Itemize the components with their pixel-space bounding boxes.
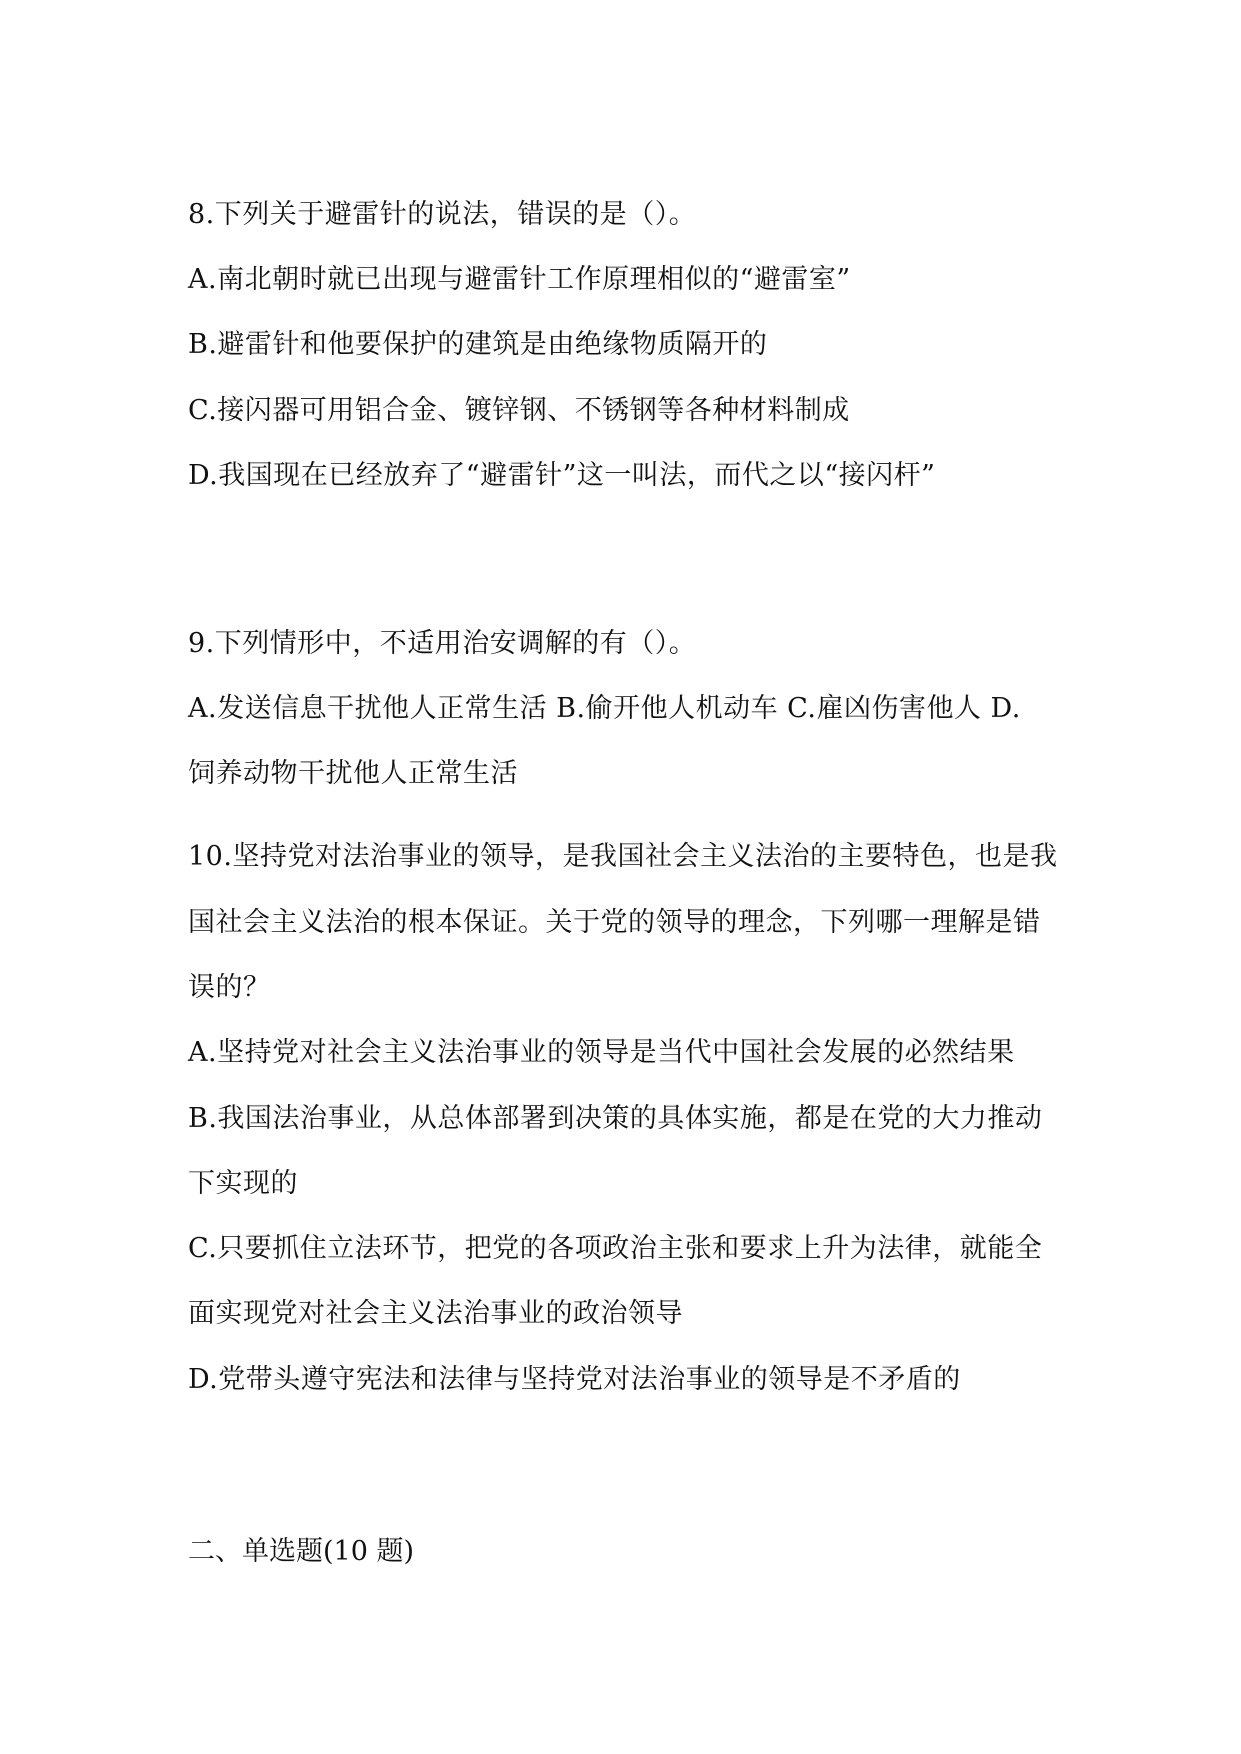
question-8-option-d: D.我国现在已经放弃了“避雷针”这一叫法，而代之以“接闪杆” [188, 460, 936, 491]
question-8-option-b: B.避雷针和他要保护的建筑是由绝缘物质隔开的 [188, 329, 768, 360]
question-10-stem-line-3: 误的？ [188, 972, 271, 1003]
question-10-option-b-line-1: B.我国法治事业，从总体部署到决策的具体实施，都是在党的大力推动 [188, 1103, 1043, 1134]
question-9-options-line-1: A.发送信息干扰他人正常生活 B.偷开他人机动车 C.雇凶伤害他人 D. [188, 693, 1021, 724]
question-10-stem-line-2: 国社会主义法治的根本保证。关于党的领导的理念，下列哪一理解是错 [188, 907, 1041, 938]
question-10-stem-line-1: 10.坚持党对法治事业的领导，是我国社会主义法治的主要特色，也是我 [188, 841, 1058, 872]
question-10-option-b-line-2: 下实现的 [188, 1168, 298, 1199]
question-10-option-c-line-1: C.只要抓住立法环节，把党的各项政治主张和要求上升为法律，就能全 [188, 1233, 1043, 1264]
question-9-stem: 9.下列情形中，不适用治安调解的有（）。 [188, 628, 697, 659]
question-10-option-c-line-2: 面实现党对社会主义法治事业的政治领导 [188, 1298, 683, 1329]
question-8-stem: 8.下列关于避雷针的说法，错误的是（）。 [188, 199, 697, 230]
question-8-option-a: A.南北朝时就已出现与避雷针工作原理相似的“避雷室” [188, 264, 851, 295]
question-10-option-d: D.党带头遵守宪法和法律与坚持党对法治事业的领导是不矛盾的 [188, 1364, 961, 1395]
question-8-option-c: C.接闪器可用铝合金、镀锌钢、不锈钢等各种材料制成 [188, 395, 850, 426]
question-10-option-a: A.坚持党对社会主义法治事业的领导是当代中国社会发展的必然结果 [188, 1037, 1015, 1068]
question-9-options-line-2: 饲养动物干扰他人正常生活 [188, 758, 518, 789]
section-heading: 二、单选题(10 题) [188, 1536, 415, 1567]
